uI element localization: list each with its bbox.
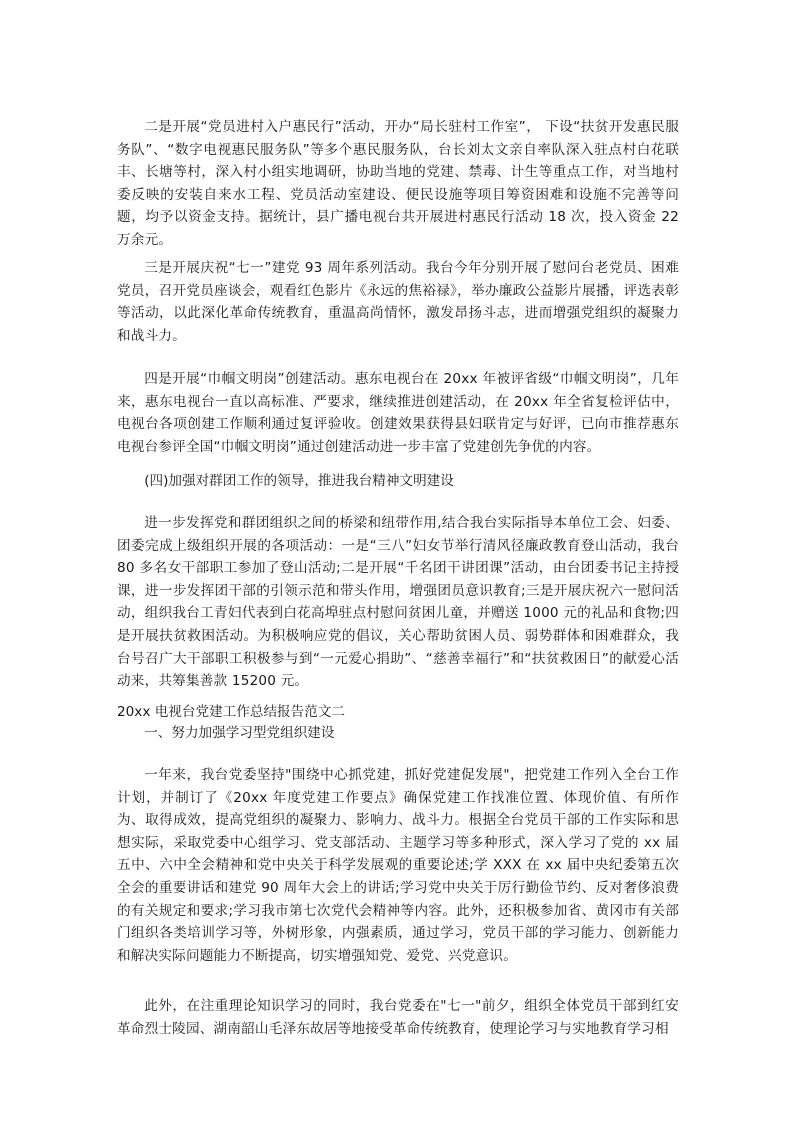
paragraph-party-members-village: 二是开展“党员进村入户惠民行”活动，开办“局长驻村工作室”， 下设“扶贫开发惠民服务队”、“数字电视惠民服务队”等多个惠民服务队，台长刘太文亲自率队深入驻点村白花联丰、长塘等村，深入村小组实地调研，协助当地的党建、禁毒、计生等重点工作，对当地村委反映的安装自来水工程、党员活动室建设、便民设施等项目筹资困难和设施不完善等问题，均予以资金支持。据统计，县广播电视台共开展进村惠民行活动 18 次，投入资金 22 万余元。: [117, 119, 679, 248]
section-heading-mass-groups: (四)加强对群团工作的领导，推进我台精神文明建设: [144, 473, 454, 489]
paragraph-revolutionary-education: 此外，在注重理论知识学习的同时，我台党委在"七一"前夕，组织全体党员干部到红安革命烈士陵园、湖南韶山毛泽东故居等地接受革命传统教育，使理论学习与实地教育学习相: [117, 998, 679, 1037]
section2-subtitle: 一、努力加强学习型党组织建设: [144, 725, 335, 741]
paragraph-women-civilized-post: 四是开展“巾帼文明岗”创建活动。惠东电视台在 20xx 年被评省级“巾帼文明岗”，几年来，惠东电视台一直以高标准、严要求，继续推进创建活动，在 20xx 年全省复检评估中，电视台各项创建工作顺利通过复评验收。创建效果获得县妇联肯定与好评，已向市推荐惠东电视台参评全国“巾帼文明岗”通过创建活动进一步丰富了党建创先争优的内容。: [117, 371, 679, 455]
paragraph-learning-organization: 一年来，我台党委坚持"围绕中心抓党建，抓好党建促发展"，把党建工作列入全台工作计划，并制订了《20xx 年度党建工作要点》确保党建工作找准位置、体现价值、有所作为、取得成效，提高党组织的凝聚力、影响力、战斗力。根据全台党员干部的工作实际和思想实际，采取党委中心组学习、党支部活动、主题学习等多种形式，深入学习了党的 xx 届五中、六中全会精神和党中央关于科学发展观的重要论述;学 XXX 在 xx 届中央纪委第五次全会的重要讲话和建党 90 周年大会上的讲话;学习党中央关于厉行勤俭节约、反对奢侈浪费的有关规定和要求;学习我市第七次党代会精神等内容。此外，还积极参加省、黄冈市有关部门组织各类培训学习等，外树形象，内强素质，通过学习，党员干部的学习能力、创新能力和解决实际问题能力不断提高，切实增强知党、爱党、兴党意识。: [117, 767, 679, 964]
section2-title: 20xx 电视台党建工作总结报告范文二: [117, 704, 346, 720]
paragraph-july-first: 三是开展庆祝“七一”建党 93 周年系列活动。我台今年分别开展了慰问台老党员、困难党员，召开党员座谈会，观看红色影片《永远的焦裕禄》，举办廉政公益影片展播，评选表彰等活动，以此深化革命传统教育，重温高尚情怀，激发昂扬斗志，进而增强党组织的凝聚力和战斗力。: [117, 260, 679, 344]
paragraph-mass-groups: 进一步发挥党和群团组织之间的桥梁和纽带作用,结合我台实际指导本单位工会、妇委、团委完成上级组织开展的各项活动：一是“三八”妇女节举行清风径廉政教育登山活动，我台 80 多名女干部职工参加了登山活动;二是开展“千名团干讲团课”活动，由台团委书记主持授课，进一步发挥团干部的引领示范和带头作用，增强团员意识教育;三是开展庆祝六一慰问活动，组织我台工青妇代表到白花高埠驻点村慰问贫困儿童，并赠送 1000 元的礼品和食物;四是开展扶贫救困活动。为积极响应党的倡议，关心帮助贫困人员、弱势群体和困难群众，我台号召广大干部职工积极参与到“一元爱心捐助”、“慈善幸福行”和“扶贫救困日”的献爱心活动来，共筹集善款 15200 元。: [117, 515, 679, 690]
